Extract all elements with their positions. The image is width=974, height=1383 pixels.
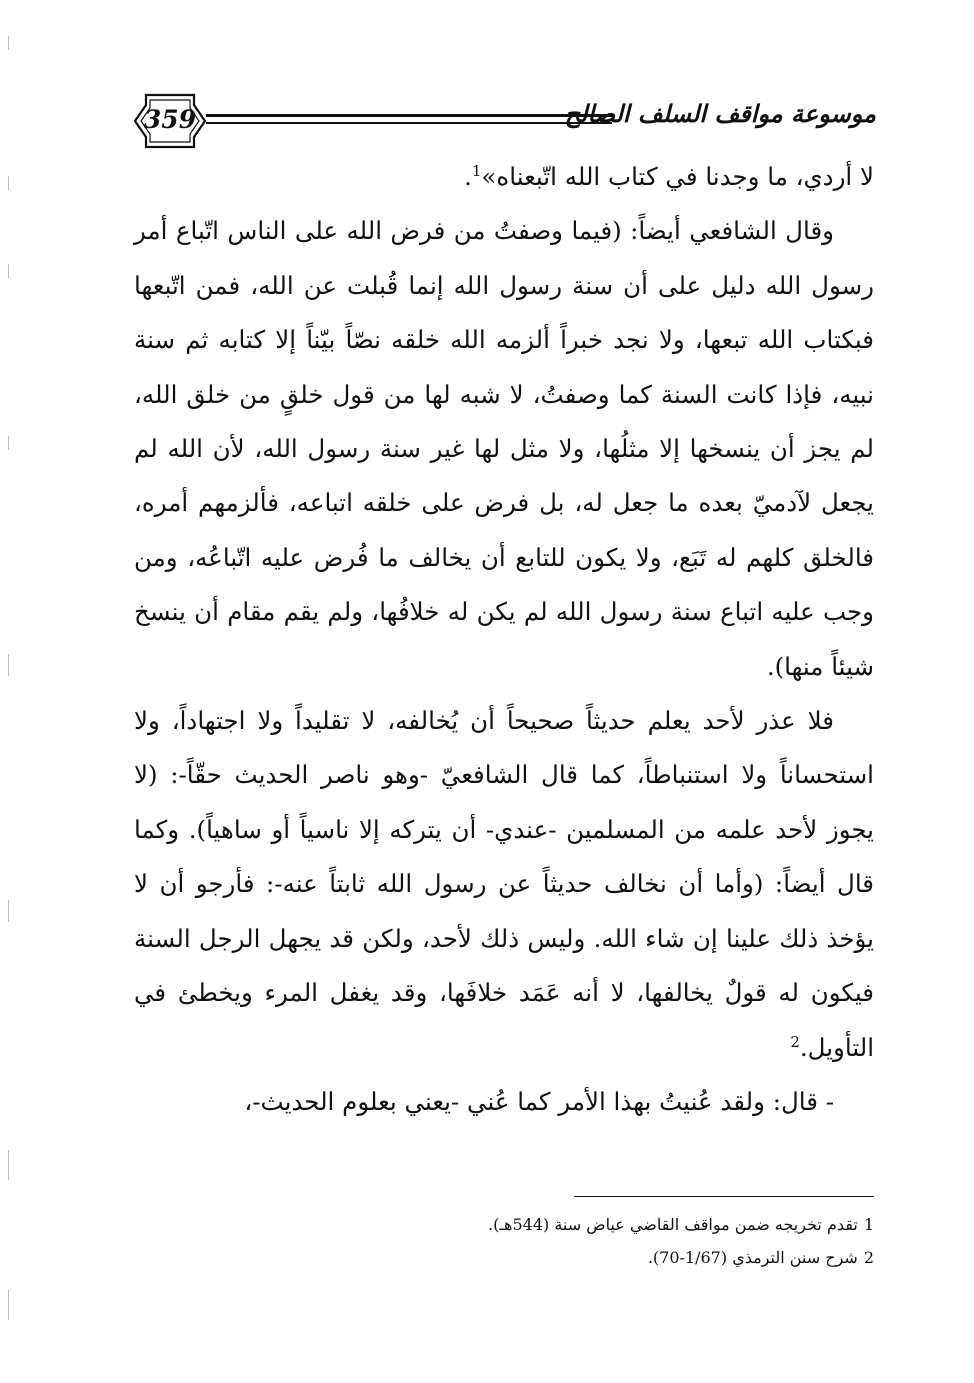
main-text — [134, 150, 874, 1129]
page-number-badge — [132, 92, 208, 150]
scan-edge-mark — [8, 1290, 9, 1320]
paragraph-text: فلا عذر لأحد يعلم حديثاً صحيحاً أن يُخالفه، لا تقليداً ولا اجتهاداً، ولا استحساناً ولا استنباطاً، كما قال الشافعيّ -وهو ناصر الحديث حقّاً-: (لا يجوز لأحد علمه من المسلمين -عندي- أن يتركه إلا ناسياً أو ساهياً). وكما قال أيضاً: (وأما أن نخالف حديثاً عن رسول الله ثابتاً عنه-: فأرجو أن لا يؤخذ ذلك علينا إن شاء الله. وليس ذلك لأحد، ولكن قد يجهل الرجل السنة فيكون له قولٌ يخالفها، لا أنه عَمَد خلافَها، وقد يغفل المرء ويخطئ في التأويل. — [134, 706, 874, 1062]
paragraph — [134, 694, 874, 1075]
paragraph — [134, 150, 874, 204]
header-rule — [206, 122, 612, 124]
footnote-number: 2 — [863, 1248, 874, 1267]
scan-edge-mark — [8, 900, 9, 922]
scan-edge-mark — [8, 36, 9, 50]
paragraph: وقال الشافعي أيضاً: (فيما وصفتُ من فرض الله على الناس اتّباع أمر رسول الله دليل على أن سنة رسول الله إنما قُبلت عن الله، فمن اتّبعها فبكتاب الله تبعها، ولا نجد خبراً ألزمه الله خلقه نصّاً بيّناً إلا كتابه ثم سنة نبيه، فإذا كانت السنة كما وصفتُ، لا شبه لها من قول خلقٍ من خلق الله، لم يجز أن ينسخها إلا مثلُها، ولا مثل لها غير سنة رسول الله، لأن الله لم يجعل لآدميّ بعده ما جعل له، بل فرض على خلقه اتباعه، فألزمهم أمره، فالخلق كلهم له تَبَع، ولا يكون للتابع أن يخالف ما فُرض عليه اتّباعُه، ومن وجب عليه اتباع سنة رسول الله لم يكن له خلافُها، ولم يقم مقام أن ينسخ شيئاً منها). — [134, 216, 874, 681]
page-header — [132, 92, 876, 154]
footnote — [174, 1208, 874, 1241]
footnote-text: تقدم تخريجه ضمن مواقف القاضي عياض سنة (544هـ). — [488, 1215, 858, 1234]
footnote-divider — [574, 1196, 874, 1197]
footnotes — [174, 1208, 874, 1274]
scan-edge-mark — [8, 436, 9, 450]
footnote-ref: 1 — [471, 161, 482, 180]
footnote — [174, 1241, 874, 1274]
paragraph: - قال: ولقد عُنيتُ بهذا الأمر كما عُني -يعني بعلوم الحديث-، — [244, 1086, 834, 1116]
header-rule — [206, 114, 612, 117]
scan-edge-mark — [8, 264, 9, 278]
series-title: موسوعة مواقف السلف الصالح — [564, 99, 876, 128]
scan-edge-mark — [8, 654, 9, 676]
scan-edge-mark — [8, 176, 9, 190]
page-number: 359 — [143, 105, 197, 134]
paragraph-end: . — [464, 162, 472, 191]
footnote-text: شرح سنن الترمذي (1/67-70). — [647, 1248, 858, 1267]
paragraph-text: لا أردي، ما وجدنا في كتاب الله اتّبعناه» — [481, 162, 874, 191]
scan-edge-mark — [8, 1150, 9, 1180]
footnote-ref: 2 — [790, 1032, 800, 1051]
footnote-number: 1 — [863, 1215, 874, 1234]
